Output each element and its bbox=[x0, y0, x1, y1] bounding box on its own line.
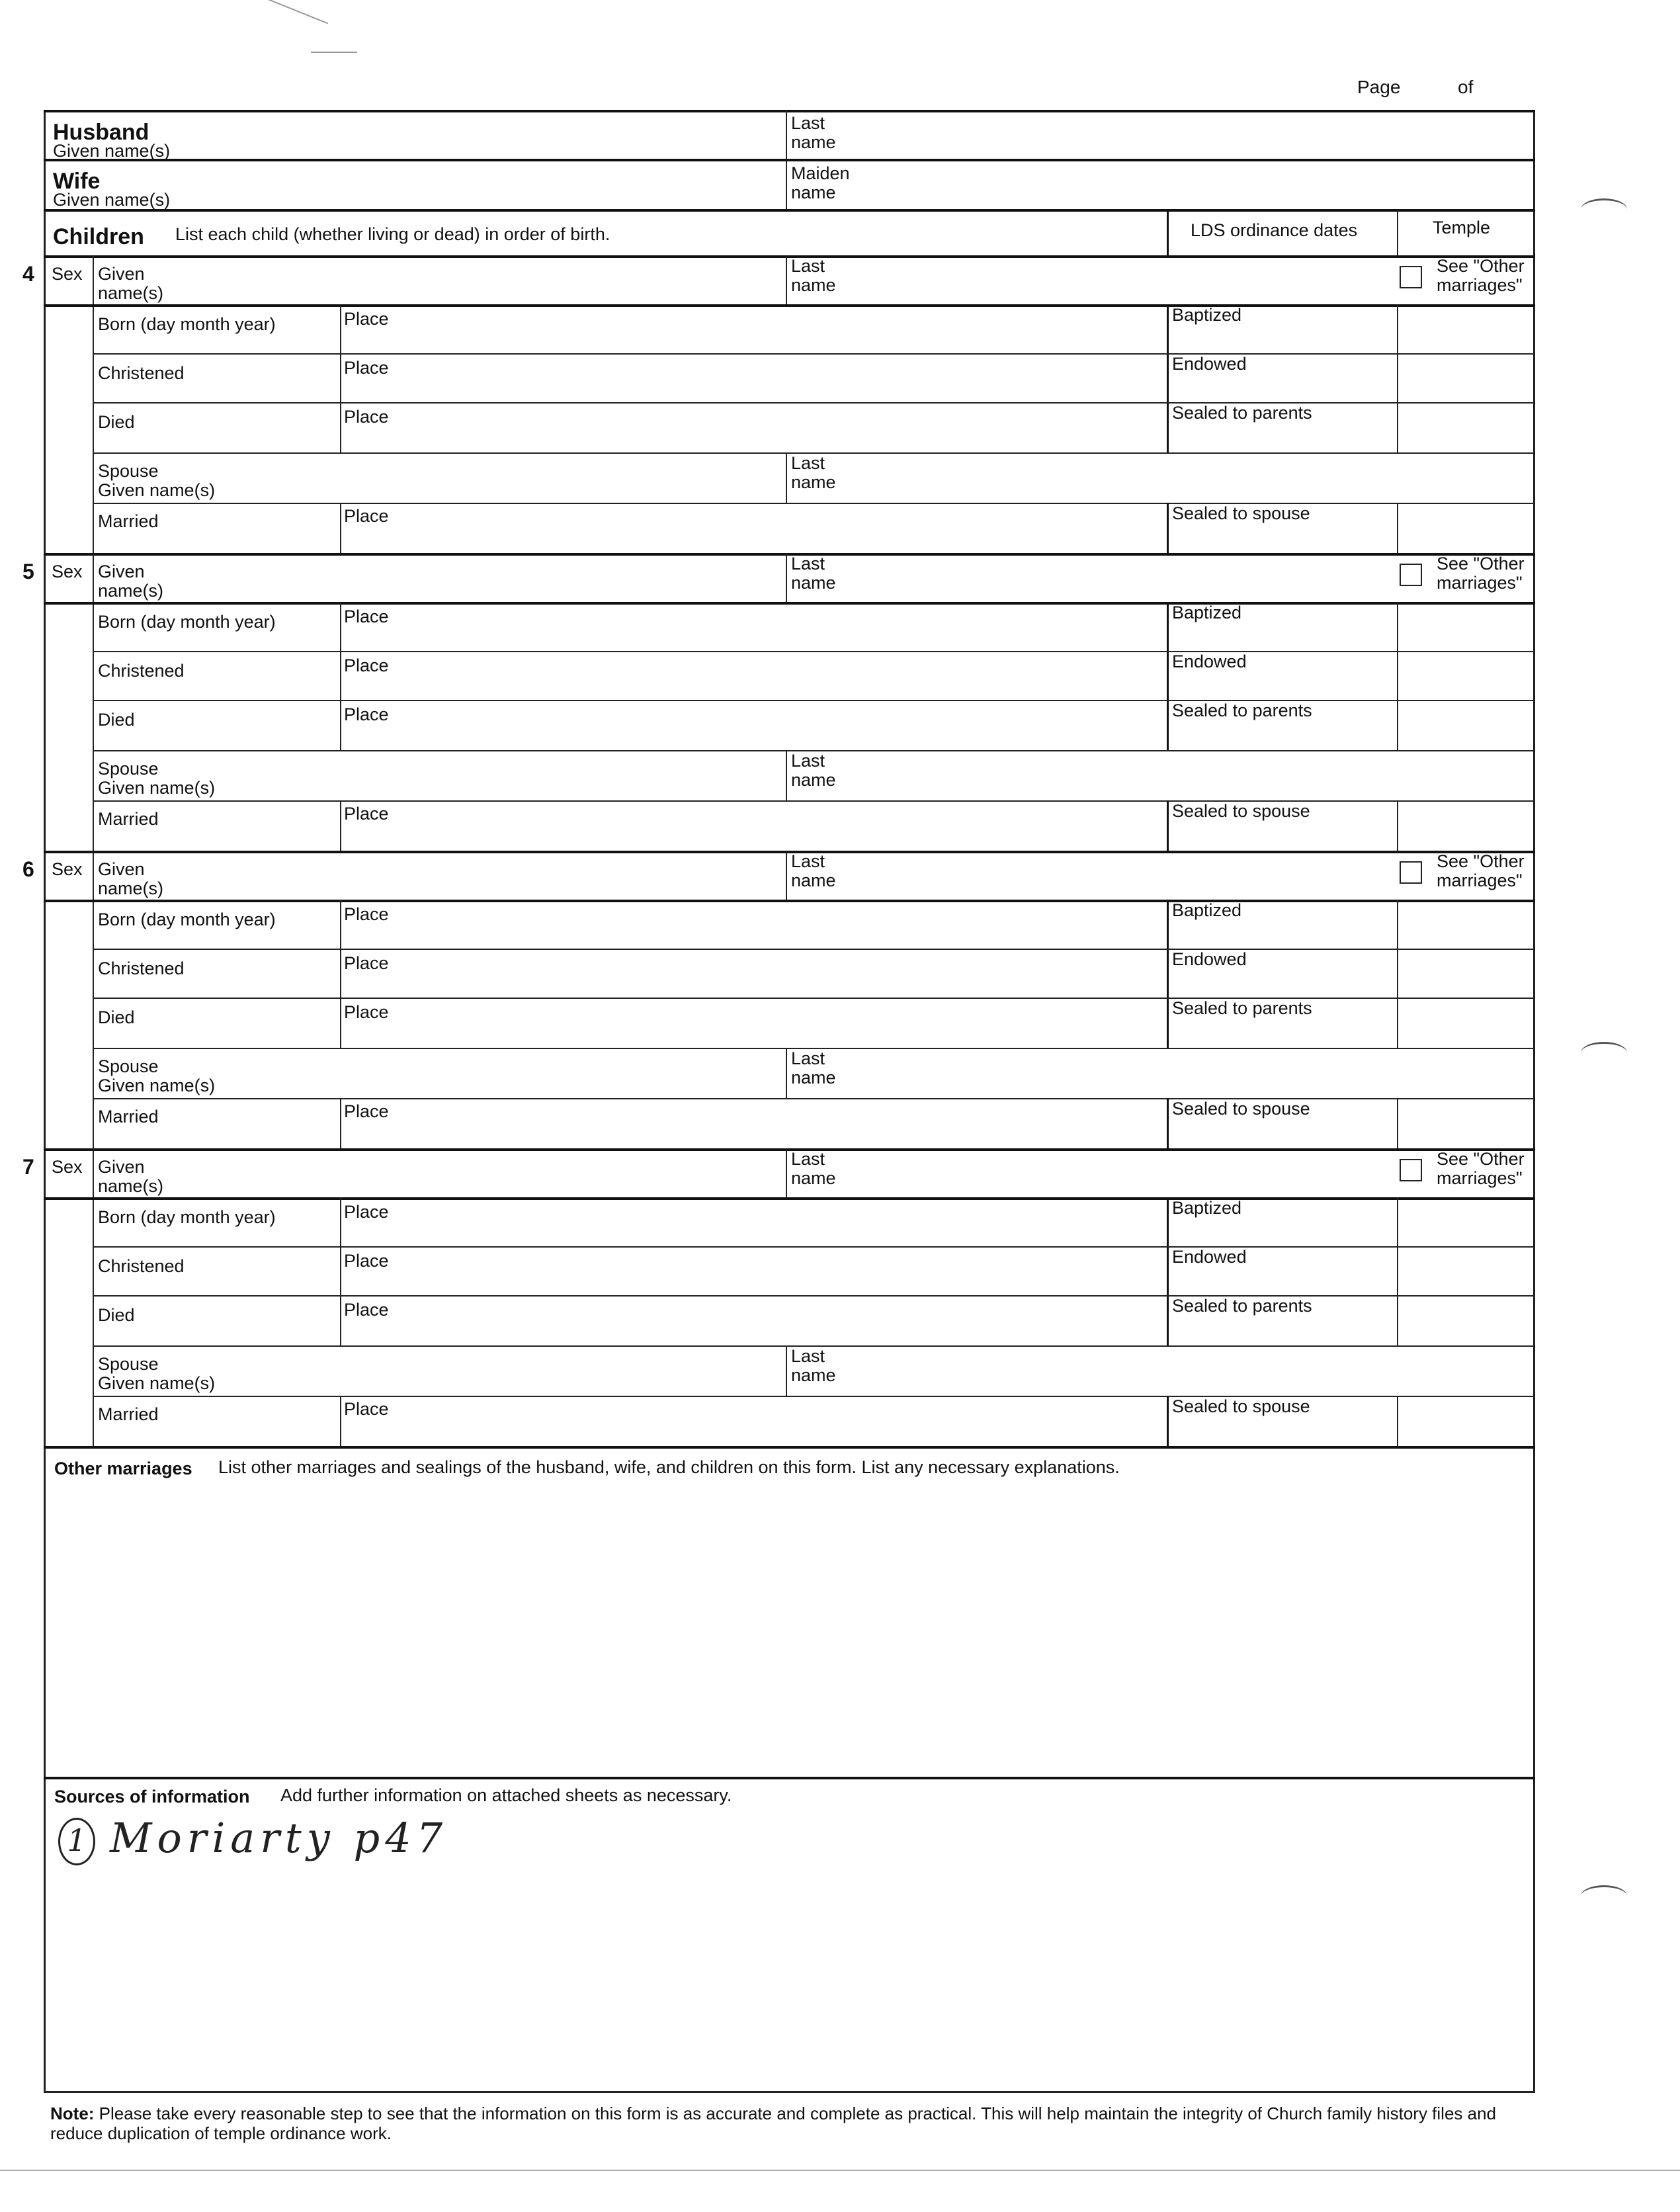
place-label: Place bbox=[344, 953, 389, 973]
sealed-to-spouse-label: Sealed to spouse bbox=[1172, 801, 1310, 821]
other-marriages-checkbox[interactable] bbox=[1400, 1159, 1422, 1181]
see-other-marriages-label: See "Other marriages" bbox=[1437, 851, 1525, 890]
other-marriages-checkbox[interactable] bbox=[1400, 266, 1422, 288]
sealed-to-spouse-label: Sealed to spouse bbox=[1172, 503, 1310, 523]
child-number: 6 bbox=[22, 857, 34, 881]
died-label: Died bbox=[98, 412, 135, 432]
given-name-label: Given name(s) bbox=[98, 1157, 164, 1196]
endowed-label: Endowed bbox=[1172, 354, 1247, 374]
sex-label: Sex bbox=[52, 562, 83, 581]
sealed-to-spouse-label: Sealed to spouse bbox=[1172, 1099, 1310, 1119]
sealed-to-parents-label: Sealed to parents bbox=[1172, 403, 1312, 423]
place-label: Place bbox=[344, 1251, 389, 1271]
other-marriages-checkbox[interactable] bbox=[1400, 861, 1422, 884]
note-text: Please take every reasonable step to see that the information on this form is as accurate and complete as practical. This will help maintain the integrity of Church family history files and reduce duplication of temple ordinance work. bbox=[50, 2104, 1497, 2143]
last-name-label: Last name bbox=[791, 751, 836, 790]
wife-maiden-label: Maiden name bbox=[791, 163, 850, 202]
sex-label: Sex bbox=[52, 859, 83, 879]
handwritten-source-entry bbox=[58, 1814, 448, 1865]
sources-instruction: Add further information on attached sheets as necessary. bbox=[280, 1785, 732, 1805]
sealed-to-parents-label: Sealed to parents bbox=[1172, 701, 1312, 720]
last-name-label: Last name bbox=[791, 1346, 836, 1385]
baptized-label: Baptized bbox=[1172, 900, 1242, 920]
spouse-given-label: Spouse Given name(s) bbox=[98, 1354, 216, 1393]
died-label: Died bbox=[98, 1007, 135, 1027]
place-label: Place bbox=[344, 1002, 389, 1022]
page-label: Page bbox=[1357, 77, 1401, 97]
spouse-given-label: Spouse Given name(s) bbox=[98, 1056, 216, 1095]
child-number: 5 bbox=[22, 560, 34, 583]
place-label: Place bbox=[344, 1300, 389, 1320]
christened-label: Christened bbox=[98, 958, 185, 978]
christened-label: Christened bbox=[98, 363, 185, 383]
born-label: Born (day month year) bbox=[98, 314, 276, 334]
christened-label: Christened bbox=[98, 661, 185, 681]
baptized-label: Baptized bbox=[1172, 1198, 1242, 1218]
husband-title: Husband bbox=[53, 120, 149, 145]
place-label: Place bbox=[344, 607, 389, 626]
place-label: Place bbox=[344, 358, 389, 378]
place-label: Place bbox=[344, 704, 389, 724]
endowed-label: Endowed bbox=[1172, 949, 1247, 969]
children-title: Children bbox=[53, 224, 144, 249]
other-marriages-instruction: List other marriages and sealings of the husband, wife, and children on this form. List any necessary explanations. bbox=[218, 1457, 1120, 1477]
given-name-label: Given name(s) bbox=[98, 859, 164, 898]
sources-title: Sources of information bbox=[54, 1787, 250, 1807]
see-other-marriages-label: See "Other marriages" bbox=[1437, 256, 1525, 295]
baptized-label: Baptized bbox=[1172, 603, 1242, 622]
last-name-label: Last name bbox=[791, 256, 836, 295]
place-label: Place bbox=[344, 804, 389, 824]
given-name-label: Given name(s) bbox=[98, 562, 164, 601]
born-label: Born (day month year) bbox=[98, 612, 276, 632]
place-label: Place bbox=[344, 1101, 389, 1121]
scan-artifact bbox=[254, 0, 328, 24]
married-label: Married bbox=[98, 809, 159, 829]
last-name-label: Last name bbox=[791, 851, 836, 890]
endowed-label: Endowed bbox=[1172, 1247, 1247, 1267]
baptized-label: Baptized bbox=[1172, 305, 1242, 325]
punch-hole-mark bbox=[1581, 1885, 1627, 1907]
place-label: Place bbox=[344, 656, 389, 675]
given-name-label: Given name(s) bbox=[98, 264, 164, 303]
child-number: 7 bbox=[22, 1155, 34, 1179]
handwritten-source-text: Moriarty p47 bbox=[110, 1814, 448, 1862]
died-label: Died bbox=[98, 710, 135, 730]
temple-label: Temple bbox=[1433, 218, 1491, 237]
other-marriages-title: Other marriages bbox=[54, 1459, 192, 1478]
see-other-marriages-label: See "Other marriages" bbox=[1437, 554, 1525, 593]
lds-ordinance-label: LDS ordinance dates bbox=[1191, 220, 1358, 240]
place-label: Place bbox=[344, 309, 389, 329]
child-number: 4 bbox=[22, 262, 34, 286]
born-label: Born (day month year) bbox=[98, 910, 276, 929]
spouse-given-label: Spouse Given name(s) bbox=[98, 759, 216, 798]
scan-artifact bbox=[0, 2170, 1680, 2171]
last-name-label: Last name bbox=[791, 1149, 836, 1188]
punch-hole-mark bbox=[1581, 1042, 1627, 1064]
died-label: Died bbox=[98, 1305, 135, 1325]
children-instruction: List each child (whether living or dead) in order of birth. bbox=[175, 224, 610, 244]
place-label: Place bbox=[344, 1202, 389, 1222]
wife-given-label: Given name(s) bbox=[53, 190, 171, 210]
last-name-label: Last name bbox=[791, 1048, 836, 1087]
spouse-given-label: Spouse Given name(s) bbox=[98, 461, 216, 500]
place-label: Place bbox=[344, 1399, 389, 1419]
last-name-label: Last name bbox=[791, 453, 836, 492]
sex-label: Sex bbox=[52, 1157, 83, 1177]
sealed-to-parents-label: Sealed to parents bbox=[1172, 1296, 1312, 1316]
sealed-to-spouse-label: Sealed to spouse bbox=[1172, 1396, 1310, 1416]
married-label: Married bbox=[98, 511, 159, 531]
place-label: Place bbox=[344, 904, 389, 924]
scan-artifact bbox=[311, 52, 357, 53]
sex-label: Sex bbox=[52, 264, 83, 284]
last-name-label: Last name bbox=[791, 554, 836, 593]
endowed-label: Endowed bbox=[1172, 652, 1247, 671]
of-label: of bbox=[1458, 77, 1474, 97]
punch-hole-mark bbox=[1581, 198, 1627, 220]
sealed-to-parents-label: Sealed to parents bbox=[1172, 998, 1312, 1018]
born-label: Born (day month year) bbox=[98, 1207, 276, 1227]
handwritten-circled-number: 1 bbox=[58, 1818, 95, 1865]
place-label: Place bbox=[344, 506, 389, 526]
christened-label: Christened bbox=[98, 1256, 185, 1276]
married-label: Married bbox=[98, 1404, 159, 1424]
wife-title: Wife bbox=[53, 169, 101, 194]
note-label: Note: bbox=[50, 2104, 95, 2123]
see-other-marriages-label: See "Other marriages" bbox=[1437, 1149, 1525, 1188]
husband-given-label: Given name(s) bbox=[53, 141, 171, 161]
husband-last-label: Last name bbox=[791, 113, 836, 152]
other-marriages-checkbox[interactable] bbox=[1400, 564, 1422, 586]
place-label: Place bbox=[344, 407, 389, 427]
married-label: Married bbox=[98, 1107, 159, 1127]
footer-note bbox=[50, 2104, 1532, 2143]
